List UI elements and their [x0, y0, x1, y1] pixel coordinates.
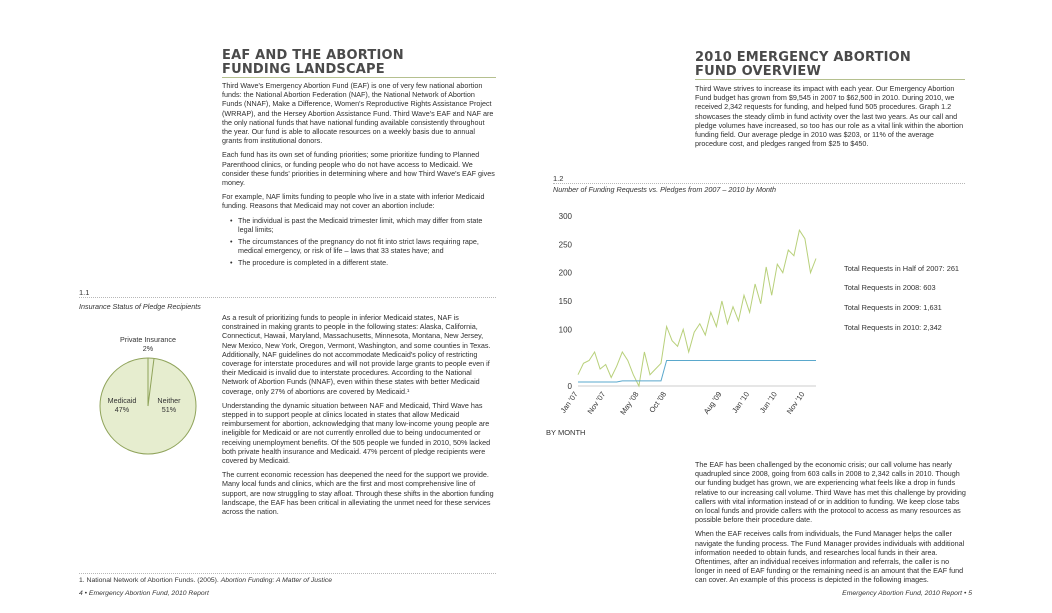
neither-label: Neither: [157, 396, 181, 405]
requests-line: [578, 230, 816, 386]
x-tick-label: Jan '07: [558, 389, 580, 415]
y-tick-label: 0: [567, 382, 572, 391]
left-heading-rule: [222, 77, 496, 78]
list-item: • The procedure is completed in a different state.: [238, 258, 496, 267]
total-requests-2008: Total Requests in 2008: 603: [844, 283, 936, 292]
footnote: [79, 577, 332, 584]
footnote-text: 1. National Network of Abortion Funds. (2005).: [79, 577, 221, 584]
left-para-6: The current economic recession has deepened the need for the support we provide. Many local funds and clinics, which are the first and most comprehensive line of support, are now struggling to stay afloat. Through these shifts in the abortion funding landscape, the EAF has been critical in alleviating the unmet need for these services across the nation.: [222, 470, 494, 517]
right-para-2: The EAF has been challenged by the economic crisis; our call volume has nearly quadrupled since 2008, going from 603 calls in 2008 to 2,342 calls in 2010. Though our funding budget has grown, we are experiencing what feels like a drop in funds relative to our increasing call volume. Third Wave has met this challenge by providing callers with vital information instead of or in addition to funding. We keep close tabs on local funds and provide callers with the protocol to access as many resources as possible before their procedure date.: [695, 460, 966, 525]
y-tick-label: 150: [558, 297, 572, 306]
right-heading-line1: 2010 EMERGENCY ABORTION: [695, 50, 912, 65]
right-heading-line2: FUND OVERVIEW: [695, 64, 822, 79]
x-tick-label: May '08: [618, 389, 641, 417]
pie-label-neither: [150, 396, 188, 414]
medicaid-pct: 47%: [114, 405, 130, 414]
x-tick-label: Jan '10: [730, 389, 752, 415]
private-insurance-pct: 2%: [142, 344, 154, 353]
right-heading: [695, 51, 911, 79]
left-para-4: As a result of prioritizing funds to people in inferior Medicaid states, NAF is constrained in making grants to people in the following states: Alaska, California, Connecticut, Hawaii, Maryland, Massachusetts, Minnesota, Montana, New Jersey, New Mexico, New York, Oregon, Vermont, Washington, and some counties in Texas. Additionally, NAF guidelines do not accommodate Medicaid's policy of restricting coverage for interstate procedures and will not provide large grants to people even if their Medicaid is invalid due to interstate procedures. According to the National Network of Abortion Funds (NNAF), even within these states with better Medicaid coverage, only 27% of abortions are covered by Medicaid.¹: [222, 313, 491, 396]
left-heading-line2: FUNDING LANDSCAPE: [222, 62, 385, 77]
list-item: • The individual is past the Medicaid trimester limit, which may differ from state legal limits;: [238, 216, 496, 234]
x-axis-label: BY MONTH: [546, 428, 586, 437]
left-para-3: For example, NAF limits funding to people who live in a state with inferior Medicaid funding. Reasons that Medicaid may not cover an abortion include:: [222, 192, 485, 211]
right-section-divider: [553, 183, 965, 184]
footer-left: 4 • Emergency Abortion Fund, 2010 Report: [79, 590, 209, 597]
left-body-bottom: [222, 313, 496, 521]
pie-label-medicaid: [100, 396, 144, 414]
y-tick-label: 300: [558, 212, 572, 221]
pie-label-private: [108, 335, 188, 353]
x-tick-label: Oct '08: [647, 389, 669, 415]
left-para-5: Understanding the dynamic situation between NAF and Medicaid, Third Wave has stepped in to support people at clinics located in states that allow Medicaid reimbursement for abortion, acknowledging that many low-income young people are ineligible for Medicaid or are not currently enrolled due to being undocumented or receiving unemployment benefits. Of the 505 people we funded in 2010, 50% lacked both private health insurance and Medicaid. 47% percent of pledge recipients were covered by Medicaid.: [222, 400, 491, 466]
list-item: • The circumstances of the pregnancy do not fit into strict laws requiring rape, medical emergency, or risk of life – laws that 33 states have; and: [238, 237, 496, 255]
y-tick-label: 200: [558, 268, 572, 278]
left-para-1: Third Wave's Emergency Abortion Fund (EAF) is one of very few national abortion funds: the National Abortion Federation (NAF), the National Network of Abortion Funds (NNAF), Make a Difference, Women's Reproductive Rights Assistance Project (WRRAP), and the Hersey Abortion Assistance Fund. Third Wave's EAF and NAF are the only national funds that have national funding available consistently throughout the year. Our fund is able to allocate resources on a weekly basis due to annual grants from institutional donors.: [222, 81, 494, 146]
requests-vs-pledges-chart: [540, 200, 830, 450]
figure-1-2-number: 1.2: [553, 174, 564, 183]
footnote-rule: [79, 573, 496, 574]
figure-1-1-title: Insurance Status of Pledge Recipients: [79, 302, 201, 311]
y-tick-label: 100: [558, 325, 572, 335]
right-para-3: When the EAF receives calls from individuals, the Fund Manager helps the caller navigate the funding process. The Fund Manager provides individuals with additional information needed to obtain funds, and researches local funds in their area. Oftentimes, after an individual receives information and referrals, the caller is no longer in need of EAF funding or the remaining need is an amount that the EAF fund can cover. An example of this process is depicted in the following images.: [695, 529, 965, 585]
left-para-2: Each fund has its own set of funding priorities; some prioritize funding to Planned Parenthood clinics, or funding people who do not have access to Medicaid. We consider these funds' priorities in determining where and how Third Wave's EAF gives money.: [222, 150, 495, 188]
right-body-bottom: [695, 460, 967, 590]
total-requests-2009: Total Requests in 2009: 1,631: [844, 303, 942, 312]
section-divider: [79, 297, 496, 298]
x-tick-label: Nov '07: [585, 389, 608, 416]
x-tick-label: Aug '09: [701, 389, 724, 416]
total-requests-2010: Total Requests in 2010: 2,342: [844, 323, 942, 332]
left-body-top: [222, 81, 496, 273]
x-tick-label: Jun '10: [757, 389, 779, 415]
right-para-1: Third Wave strives to increase its impact with each year. Our Emergency Abortion Fund budget has grown from $9,545 in 2007 to $62,500 in 2010. During 2010, we received 2,342 requests for funding, and helped fund 505 procedures. Graph 1.2 showcases the steady climb in fund activity over the last two years. As our call and pledge volumes have increased, so too has our role as a vital link within the abortion funding field. Our average pledge in 2010 was $203, or 11% of the average procedure cost, and pledges ranged from $25 to $450.: [695, 84, 964, 149]
total-requests-2007: Total Requests in Half of 2007: 261: [844, 264, 960, 273]
chart-title: Number of Funding Requests vs. Pledges from 2007 – 2010 by Month: [553, 185, 776, 194]
medicaid-reasons-list: [222, 216, 496, 268]
right-body-top: [695, 84, 967, 153]
footnote-title: Abortion Funding: A Matter of Justice: [220, 577, 333, 584]
y-tick-label: 250: [558, 240, 572, 250]
left-heading: [222, 49, 404, 77]
neither-pct: 51%: [161, 405, 177, 414]
medicaid-label: Medicaid: [107, 396, 137, 405]
x-tick-label: Nov '10: [784, 389, 807, 416]
right-heading-rule: [695, 79, 965, 80]
figure-1-1-number: 1.1: [79, 288, 90, 297]
private-insurance-label: Private Insurance: [120, 335, 176, 344]
left-heading-line1: EAF AND THE ABORTION: [222, 48, 404, 63]
footer-right: Emergency Abortion Fund, 2010 Report • 5: [842, 590, 972, 597]
